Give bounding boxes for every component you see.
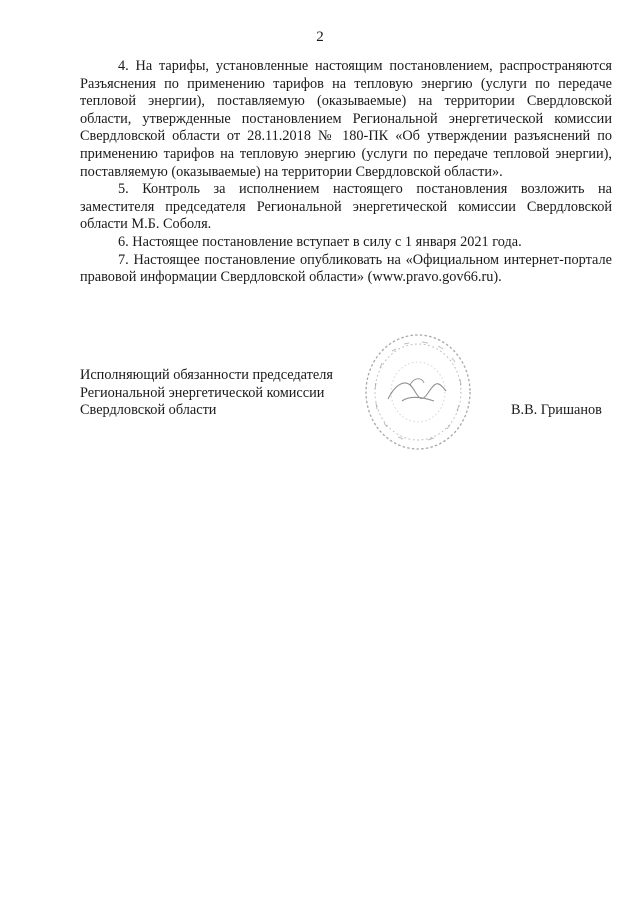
paragraph-5: 5. Контроль за исполнением настоящего постановления возложить на заместителя председателя Региональной энергетической комиссии Свердловской области М.Б. Соболя. — [80, 181, 612, 233]
signatory-title-line: Свердловской области — [80, 402, 217, 419]
signature-stroke — [410, 379, 424, 385]
signatory-title — [80, 367, 380, 420]
signatory-title-line: Региональной энергетической комиссии — [80, 384, 325, 401]
paragraph-7: 7. Настоящее постановление опубликовать на «Официальном интернет-портале правовой информации Свердловской области» (www.pravo.gov66.ru). — [80, 251, 612, 286]
official-seal-icon — [362, 331, 474, 453]
signatory-name: В.В. Гришанов — [511, 402, 602, 418]
document-body — [80, 58, 612, 287]
paragraph-6: 6. Настоящее постановление вступает в силу с 1 января 2021 года. — [118, 233, 522, 250]
page-number: 2 — [316, 29, 324, 45]
signature-stroke — [388, 383, 446, 401]
paragraph-4: 4. На тарифы, установленные настоящим постановлением, распространяются Разъяснения по применению тарифов на тепловую энергию (услуги по передаче тепловой энергии), поставляемую (оказываемые) на территории Свердловской области, утвержденные постановлением Региональной энергетической комиссии Свердловской области от 28.11.2018 № 180-ПК «Об утверждении разъяснений по применению тарифов на тепловую энергию (услуги по передаче тепловой энергии), поставляемую (оказываемые) на территории Свердловской области». — [80, 58, 612, 180]
signature-block — [80, 367, 620, 447]
signatory-title-line: Исполняющий обязанности председателя — [80, 367, 333, 383]
